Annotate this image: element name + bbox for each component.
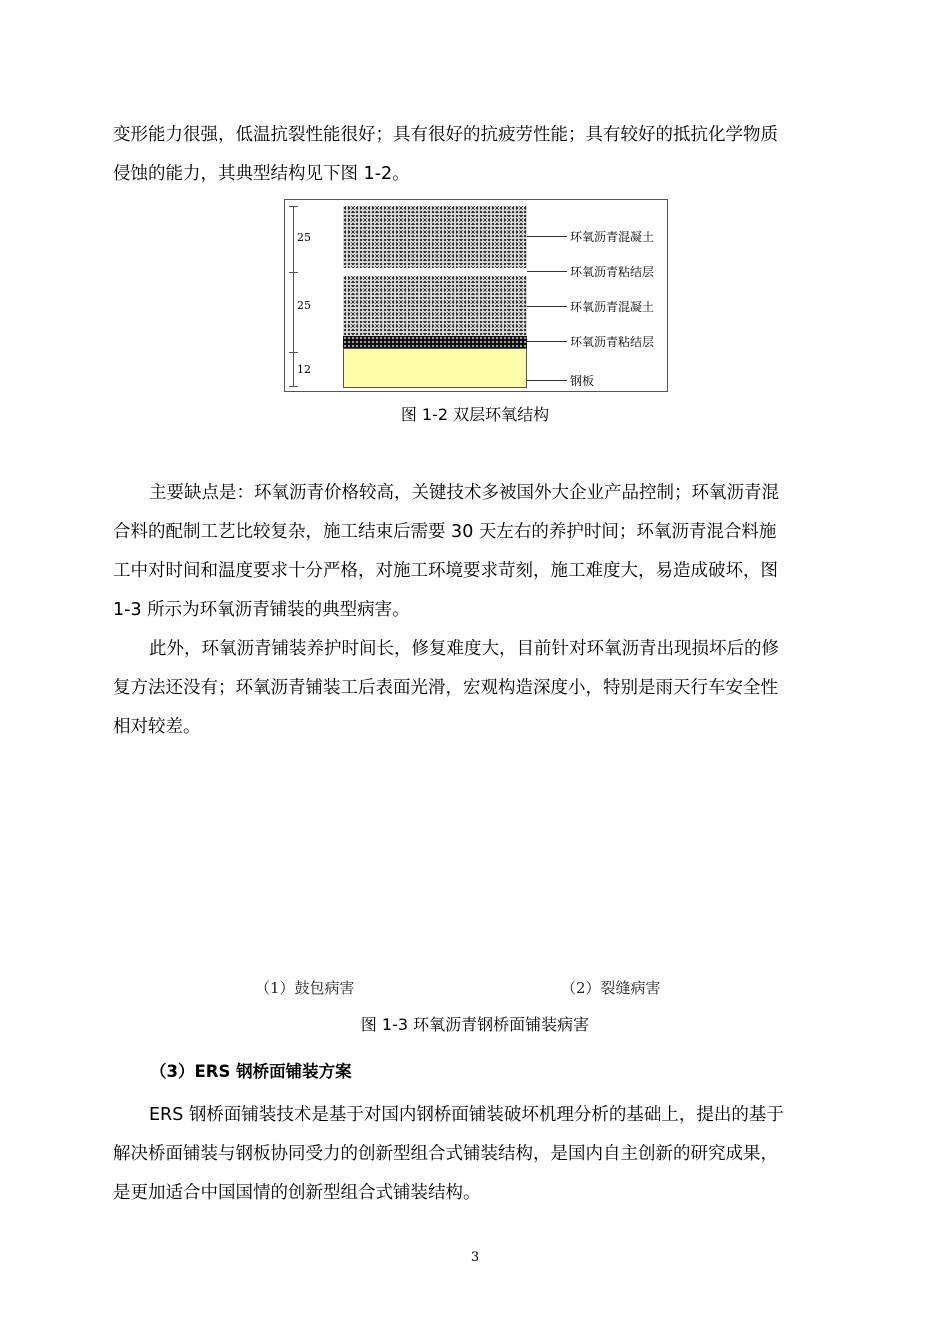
text-line: 是更加适合中国国情的创新型组合式铺装结构。	[113, 1183, 481, 1203]
text-line: 此外，环氧沥青铺装养护时间长，修复难度大，目前针对环氧沥青出现损坏后的修	[149, 639, 779, 659]
layer-label: 环氧沥青粘结层	[570, 265, 655, 279]
layer-label: 环氧沥青混凝土	[570, 300, 655, 314]
dimension-tick	[289, 352, 298, 353]
layer-label: 钢板	[570, 374, 595, 388]
text-line: 解决桥面铺装与钢板协同受力的创新型组合式铺装结构，是国内自主创新的研究成果，	[113, 1144, 778, 1164]
leader-line	[527, 236, 567, 237]
layer-epoxy-concrete-top	[343, 206, 527, 268]
dimension-tick	[289, 386, 298, 387]
text-line: 相对较差。	[113, 717, 201, 737]
text-line: 复方法还没有；环氧沥青铺装工后表面光滑，宏观构造深度小，特别是雨天行车安全性	[113, 678, 778, 698]
layer-label: 环氧沥青混凝土	[570, 230, 655, 244]
paragraph-4	[113, 1096, 839, 1213]
page-number: 3	[470, 1250, 480, 1265]
sub-caption-cracking: （2）裂缝病害	[561, 979, 661, 997]
dimension-label: 12	[297, 363, 311, 376]
paragraph-3	[113, 630, 839, 747]
text-line: 变形能力很强，低温抗裂性能很好；具有很好的抗疲劳性能；具有较好的抵抗化学物质	[113, 125, 778, 145]
leader-line	[527, 306, 567, 307]
text-line: 1-3 所示为环氧沥青铺装的典型病害。	[113, 600, 410, 620]
figure-caption: 图 1-3 环氧沥青钢桥面铺装病害	[360, 1015, 590, 1034]
dimension-tick	[289, 206, 298, 207]
figure-caption: 图 1-2 双层环氧结构	[400, 405, 550, 424]
layer-epoxy-binder-bottom	[343, 336, 527, 348]
dimension-line	[293, 206, 294, 386]
leader-line	[527, 380, 567, 381]
section-heading: （3）ERS 钢桥面铺装方案	[150, 1062, 352, 1081]
paragraph-1	[113, 116, 839, 194]
dimension-label: 25	[297, 299, 311, 312]
dimension-label: 25	[297, 231, 311, 244]
paragraph-2	[113, 474, 839, 630]
layer-steel-plate	[343, 348, 527, 388]
layer-epoxy-concrete-bottom	[343, 276, 527, 336]
figure-double-layer-epoxy-structure	[284, 199, 668, 392]
text-line: 侵蚀的能力，其典型结构见下图 1-2。	[113, 164, 410, 184]
text-line: 合料的配制工艺比较复杂，施工结束后需要 30 天左右的养护时间；环氧沥青混合料施	[113, 522, 777, 542]
text-line: 工中对时间和温度要求十分严格，对施工环境要求苛刻，施工难度大，易造成破坏，图	[113, 561, 778, 581]
layer-label: 环氧沥青粘结层	[570, 335, 655, 349]
text-line: ERS 钢桥面铺装技术是基于对国内钢桥面铺装破坏机理分析的基础上，提出的基于	[149, 1105, 784, 1125]
dimension-tick	[289, 272, 298, 273]
leader-line	[527, 341, 567, 342]
sub-caption-bulging: （1）鼓包病害	[255, 979, 355, 997]
leader-line	[527, 271, 567, 272]
text-line: 主要缺点是：环氧沥青价格较高，关键技术多被国外大企业产品控制；环氧沥青混	[149, 483, 779, 503]
layer-epoxy-binder-top	[343, 268, 527, 276]
